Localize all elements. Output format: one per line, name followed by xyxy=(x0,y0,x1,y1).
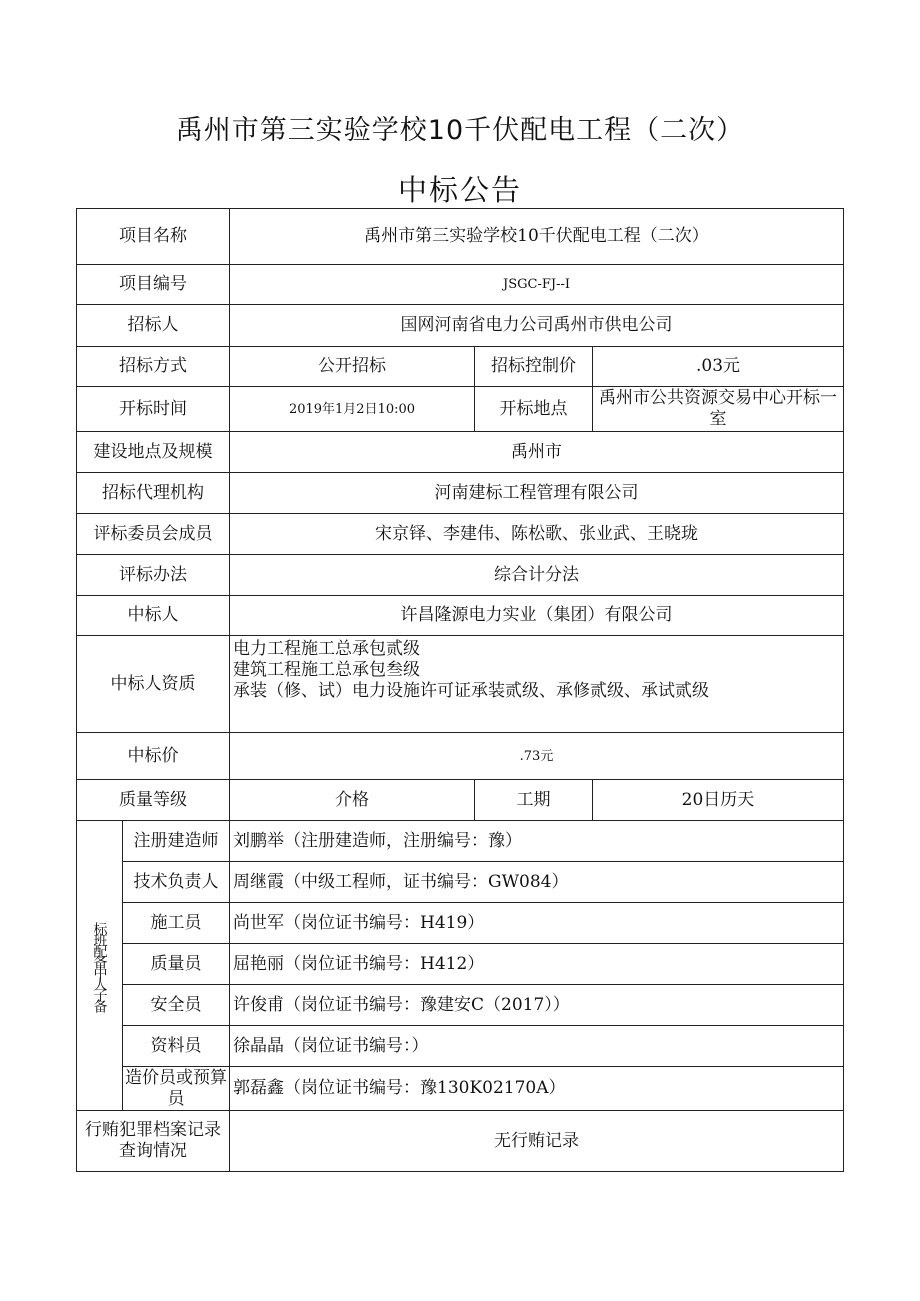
row-bribery xyxy=(77,1111,844,1172)
staff-role: 施工员 xyxy=(123,903,230,944)
staff-row xyxy=(77,821,844,862)
row-tender-method xyxy=(77,347,844,387)
staff-row xyxy=(77,1026,844,1067)
staff-person: 许俊甫（岗位证书编号：豫建安C（2017）） xyxy=(230,985,844,1026)
label-open-time: 开标时间 xyxy=(77,387,230,432)
value-winner: 许昌隆源电力实业（集团）有限公司 xyxy=(230,596,844,636)
value-open-place: 禹州市公共资源交易中心开标一室 xyxy=(593,387,844,432)
staff-person: 屈艳丽（岗位证书编号：H412） xyxy=(230,944,844,985)
staff-row xyxy=(77,1067,844,1111)
label-project-code: 项目编号 xyxy=(77,265,230,305)
value-control-price: .03元 xyxy=(593,347,844,387)
value-agency: 河南建标工程管理有限公司 xyxy=(230,473,844,514)
label-price: 中标价 xyxy=(77,733,230,780)
row-qualification xyxy=(77,636,844,733)
row-quality xyxy=(77,780,844,821)
value-price: .73元 xyxy=(230,733,844,780)
row-location-scale xyxy=(77,432,844,473)
label-agency: 招标代理机构 xyxy=(77,473,230,514)
row-winner xyxy=(77,596,844,636)
value-quality: 介格 xyxy=(230,780,475,821)
staff-role: 安全员 xyxy=(123,985,230,1026)
qualification-line: 建筑工程施工总承包叁级 xyxy=(233,660,420,680)
label-committee: 评标委员会成员 xyxy=(77,514,230,555)
value-committee: 宋京铎、李建伟、陈松歌、张业武、王晓珑 xyxy=(230,514,844,555)
label-control-price: 招标控制价 xyxy=(475,347,593,387)
value-project-name: 禹州市第三实验学校10千伏配电工程（二次） xyxy=(230,209,844,265)
value-tenderer: 国网河南省电力公司禹州市供电公司 xyxy=(230,305,844,347)
staff-group-label: 标班配备中人子备 xyxy=(77,821,123,1111)
staff-person: 周继霞（中级工程师，证书编号：GW084） xyxy=(230,862,844,903)
announcement-table xyxy=(76,208,844,1172)
title-line-2: 中标公告 xyxy=(397,173,522,207)
label-bribery: 行贿犯罪档案记录查询情况 xyxy=(77,1111,230,1172)
label-open-place: 开标地点 xyxy=(475,387,593,432)
label-qualification: 中标人资质 xyxy=(77,636,230,733)
value-method: 综合计分法 xyxy=(230,555,844,596)
row-agency xyxy=(77,473,844,514)
staff-role: 造价员或预算员 xyxy=(123,1067,230,1111)
staff-person: 尚世军（岗位证书编号：H419） xyxy=(230,903,844,944)
label-location-scale: 建设地点及规模 xyxy=(77,432,230,473)
row-tenderer xyxy=(77,305,844,347)
value-open-time: 2019年1月2日10:00 xyxy=(230,387,475,432)
row-project-code xyxy=(77,265,844,305)
value-duration: 20日历天 xyxy=(593,780,844,821)
value-tender-method: 公开招标 xyxy=(230,347,475,387)
title-line-1: 禹州市第三实验学校10千伏配电工程（二次） xyxy=(175,115,745,146)
staff-row xyxy=(77,985,844,1026)
label-duration: 工期 xyxy=(475,780,593,821)
label-tender-method: 招标方式 xyxy=(77,347,230,387)
value-bribery: 无行贿记录 xyxy=(230,1111,844,1172)
staff-row xyxy=(77,944,844,985)
staff-person: 徐晶晶（岗位证书编号：） xyxy=(230,1026,844,1067)
row-method xyxy=(77,555,844,596)
row-project-name xyxy=(77,209,844,265)
value-project-code: JSGC-FJ--I xyxy=(230,265,844,305)
row-open-time xyxy=(77,387,844,432)
staff-role: 注册建造师 xyxy=(123,821,230,862)
staff-row xyxy=(77,862,844,903)
label-project-name: 项目名称 xyxy=(77,209,230,265)
staff-role: 质量员 xyxy=(123,944,230,985)
staff-person: 郭磊鑫（岗位证书编号：豫130K02170A） xyxy=(230,1067,844,1111)
qualification-line: 电力工程施工总承包贰级 xyxy=(233,639,420,659)
value-qualification xyxy=(230,636,844,733)
qualification-line: 承装（修、试）电力设施许可证承装贰级、承修贰级、承试贰级 xyxy=(233,681,709,701)
label-winner: 中标人 xyxy=(77,596,230,636)
staff-row xyxy=(77,903,844,944)
row-price xyxy=(77,733,844,780)
staff-role: 技术负责人 xyxy=(123,862,230,903)
label-method: 评标办法 xyxy=(77,555,230,596)
staff-role: 资料员 xyxy=(123,1026,230,1067)
staff-person: 刘鹏举（注册建造师，注册编号：豫） xyxy=(230,821,844,862)
label-tenderer: 招标人 xyxy=(77,305,230,347)
value-location-scale: 禹州市 xyxy=(230,432,844,473)
label-quality: 质量等级 xyxy=(77,780,230,821)
row-committee xyxy=(77,514,844,555)
